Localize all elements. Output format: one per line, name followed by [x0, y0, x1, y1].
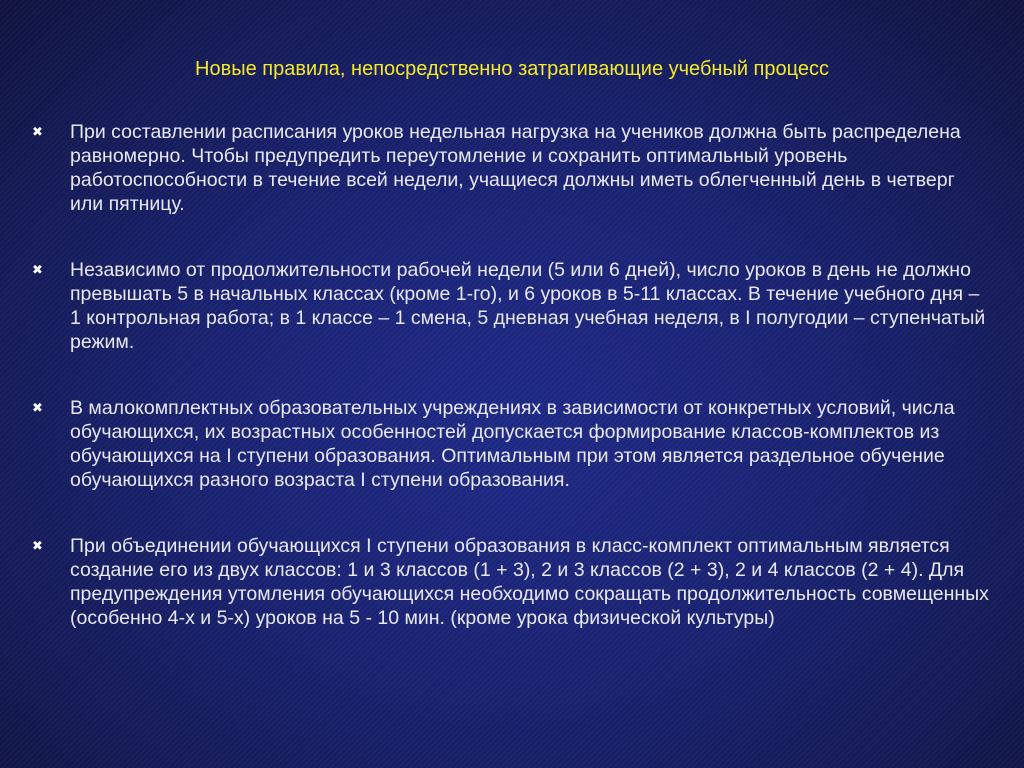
- bullet-item-3: [32, 396, 992, 492]
- x-bullet-icon: ✖: [32, 538, 43, 553]
- x-bullet-icon: ✖: [32, 124, 43, 139]
- bullet-item-2: [32, 258, 992, 354]
- bullet-text-3: В малокомплектных образовательных учреждениях в зависимости от конкретных условий, числа обучающихся, их возрастных особенностей допускается формирование классов-комплектов из обучающихся на I ступени образования. Оптимальным при этом является раздельное обучение обучающихся разного возраста I ступени образования.: [70, 397, 955, 491]
- bullet-text-4: При объединении обучающихся I ступени образования в класс-комплект оптимальным является создание его из двух классов: 1 и 3 классов (1 + 3), 2 и 3 классов (2 + 3), 2 и 4 классов (2 + 4). Для предупреждения утомления обучающихся необходимо сокращать продолжительность совмещенных (особенно 4-х и 5-х) уроков на 5 - 10 мин. (кроме урока физической культуры): [70, 535, 989, 629]
- slide-title: Новые правила, непосредственно затрагивающие учебный процесс: [195, 58, 829, 80]
- bullet-text-1: При составлении расписания уроков недельная нагрузка на учеников должна быть распределена равномерно. Чтобы предупредить переутомление и сохранить оптимальный уровень работоспособности в течение всей недели, учащиеся должны иметь облегченный день в четверг или пятницу.: [70, 121, 961, 215]
- bullet-item-4: [32, 534, 992, 630]
- bullet-list: [32, 120, 992, 630]
- bullet-text-2: Независимо от продолжительности рабочей недели (5 или 6 дней), число уроков в день не должно превышать 5 в начальных классах (кроме 1-го), и 6 уроков в 5-11 классах. В течение учебного дня – 1 контрольная работа; в 1 классе – 1 смена, 5 дневная учебная неделя, в I полугодии – ступенчатый режим.: [70, 259, 986, 353]
- x-bullet-icon: ✖: [32, 400, 43, 415]
- bullet-item-1: [32, 120, 992, 216]
- x-bullet-icon: ✖: [32, 262, 43, 277]
